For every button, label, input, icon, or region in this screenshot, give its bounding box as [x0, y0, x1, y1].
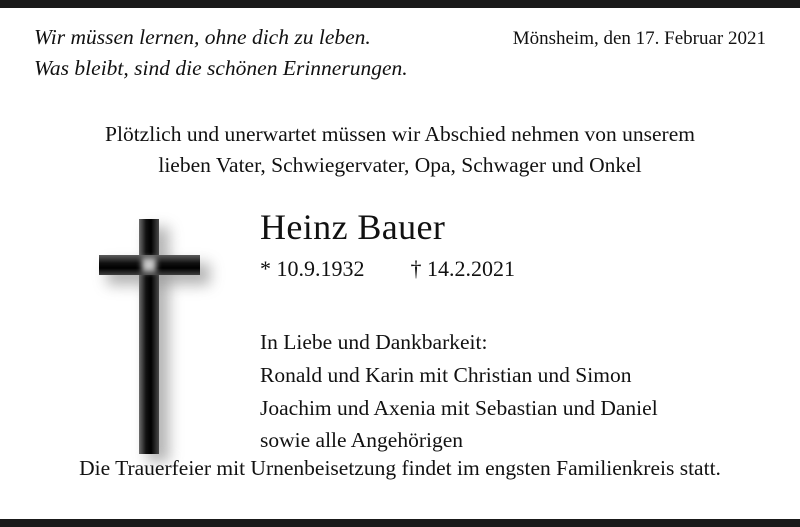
intro-line-1: Plötzlich und unerwartet müssen wir Abschied nehmen von unserem — [105, 122, 695, 147]
verse-block — [30, 22, 408, 83]
deceased-name: Heinz Bauer — [260, 207, 446, 248]
intro-text — [30, 119, 770, 181]
dedication-block — [260, 326, 770, 457]
dedication-line-4: sowie alle Angehörigen — [260, 428, 464, 453]
dedication-line-1: In Liebe und Dankbarkeit: — [260, 330, 488, 355]
cross-icon — [92, 219, 242, 459]
verse-line-2: Was bleibt, sind die schönen Erinnerungen. — [34, 55, 408, 80]
deceased-details — [260, 209, 770, 456]
place-and-date: Mönsheim, den 17. Februar 2021 — [512, 28, 766, 49]
dedication-line-2: Ronald und Karin mit Christian und Simon — [260, 362, 632, 387]
body-area — [30, 209, 770, 456]
death-date: † 14.2.2021 — [410, 256, 515, 282]
cross-graphic — [92, 219, 220, 454]
verse-line-1: Wir müssen lernen, ohne dich zu leben. — [34, 25, 371, 49]
life-dates — [260, 256, 770, 282]
closing-note: Die Trauerfeier mit Urnenbeisetzung findet im engsten Familienkreis statt. — [79, 456, 721, 480]
birth-date: * 10.9.1932 — [260, 256, 365, 282]
cross-highlight — [142, 258, 156, 272]
header-row — [30, 22, 770, 83]
intro-line-2: lieben Vater, Schwiegervater, Opa, Schwager und Onkel — [158, 153, 642, 178]
dedication-line-3: Joachim und Axenia mit Sebastian und Daniel — [260, 395, 658, 420]
